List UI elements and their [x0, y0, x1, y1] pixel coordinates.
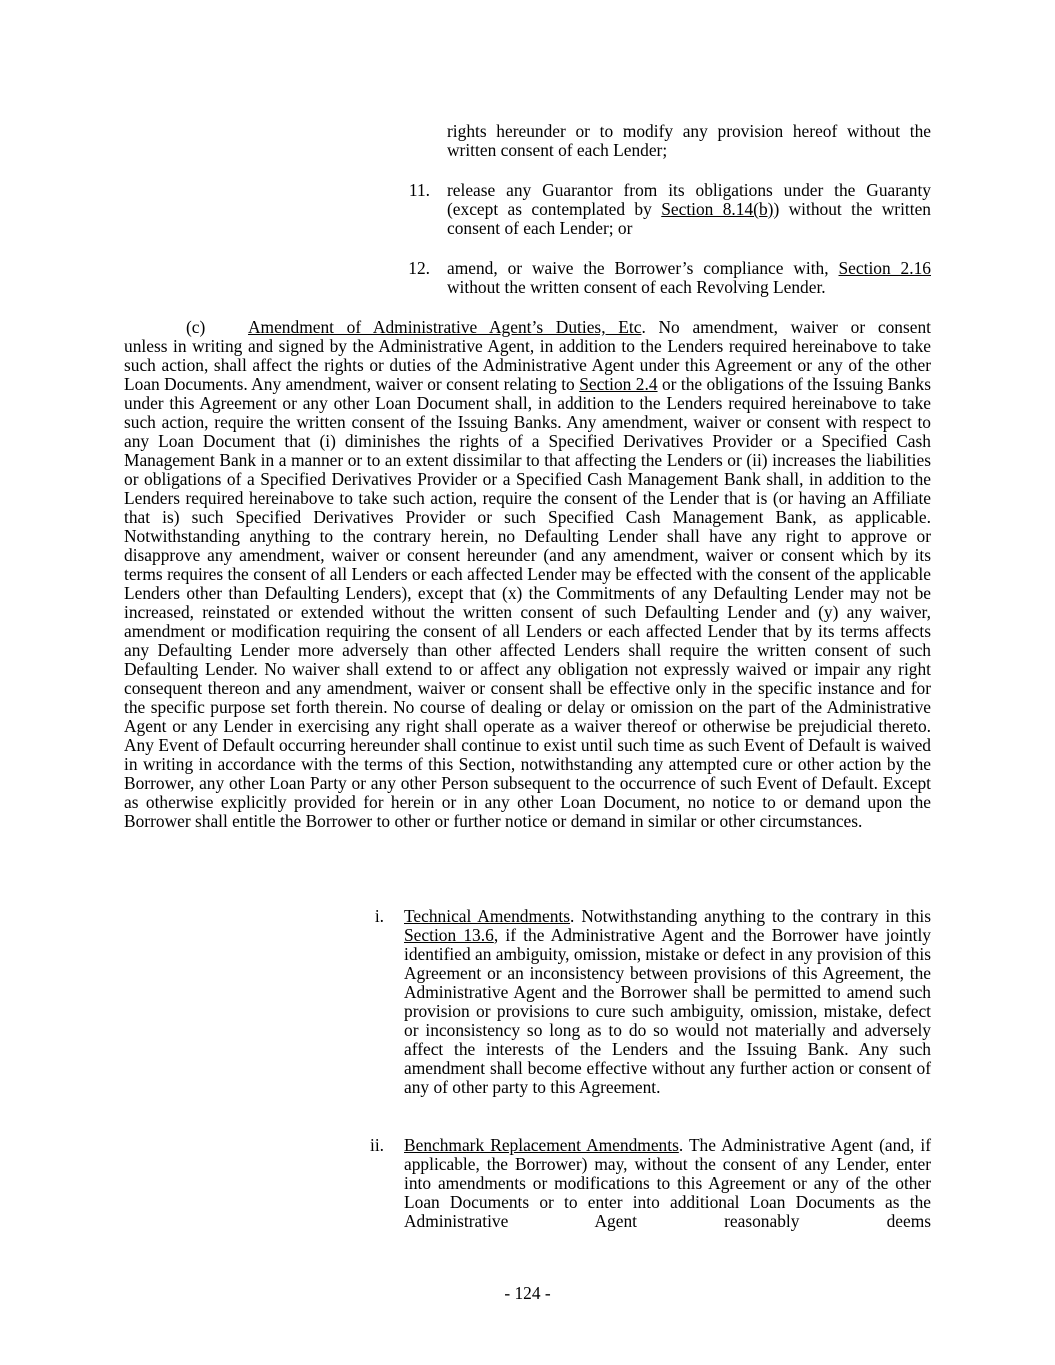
- item-i: [404, 907, 931, 1097]
- item-11-text-pre: release any Guarantor from its obligations under the Guaranty (except as contemplated by: [447, 180, 931, 219]
- item-12-number: 12.: [408, 258, 430, 278]
- item-12: [447, 259, 931, 297]
- section-c-label: (c): [186, 317, 206, 337]
- item-ii-number: ii.: [369, 1135, 384, 1155]
- item-11-text-post: ) without the written consent of each Lender; or: [447, 199, 931, 238]
- item-11: [447, 181, 931, 238]
- section-c-first-line-tail: . No amendment, waiver or consent: [641, 317, 931, 337]
- item-12-text-pre: amend, or waive the Borrower’s compliance with,: [447, 258, 839, 278]
- page-number: - 124 -: [504, 1283, 551, 1303]
- benchmark-replacement-heading: Benchmark Replacement Amendments: [404, 1135, 679, 1155]
- item-ii-text: . The Administrative Agent (and, if applicable, the Borrower) may, without the consent of any Lender, enter into amendments or modifications to this Agreement or any of the other Loan Documents or to enter into additional Loan Documents as the Administrative Agent reasonably deems: [404, 1135, 932, 1231]
- item-11-number: 11.: [408, 180, 430, 200]
- item-i-text-pre: . Notwithstanding anything to the contrary in this: [570, 906, 931, 926]
- item-i-text-post: , if the Administrative Agent and the Borrower have jointly identified an ambiguity, omission, mistake or defect in any provision of this Agreement or an inconsistency between provisions of this Agreement, the Administrative Agent and the Borrower shall be permitted to amend such provision or provisions to cure such ambiguity, omission, mistake, defect or inconsistency so long as to do so would not materially and adversely affect the interests of the Lenders and the Issuing Bank. Any such amendment shall become effective without any further action or consent of any of other party to this Agreement.: [404, 925, 931, 1097]
- section-8-14b-link: Section 8.14(b): [661, 199, 774, 219]
- item-i-number: i.: [374, 906, 384, 926]
- section-2-4-link: Section 2.4: [579, 374, 658, 394]
- item-10-continuation: [447, 122, 931, 160]
- section-c-body-pre: unless in writing and signed by the Administrative Agent, in addition to the Lenders required hereinabove to take such action, shall affect the rights or duties of the Administrative Agent under this Agreement or any of the other Loan Documents. Any amendment, waiver or consent relating to: [124, 336, 931, 394]
- section-c-heading: Amendment of Administrative Agent’s Duties, Etc: [248, 317, 642, 337]
- technical-amendments-heading: Technical Amendments: [404, 906, 571, 926]
- section-c-body: [124, 337, 931, 831]
- item-10-text: rights hereunder or to modify any provision hereof without the written consent of each Lender;: [447, 121, 931, 160]
- section-2-16-link: Section 2.16: [838, 258, 931, 278]
- section-13-6-link: Section 13.6: [404, 925, 494, 945]
- section-c-body-post: or the obligations of the Issuing Banks under this Agreement or any other Loan Document shall, in addition to the Lenders required hereinabove to take such action, require the written consent of the Issuing Banks. Any amendment, waiver or consent with respect to any Loan Document that (i) diminishes the rights of a Specified Derivatives Provider or a Specified Cash Management Bank in a manner or to an extent dissimilar to that affecting the Lenders or (ii) increases the liabilities or obligations of a Specified Derivatives Provider or a Specified Cash Management Bank shall, in addition to the Lenders required hereinabove to take such action, require the consent of the Lender that is (or having an Affiliate that is) such Specified Derivatives Provider or such Specified Cash Management Bank, as applicable. Notwithstanding anything to the contrary herein, no Defaulting Lender shall have any right to approve or disapprove any amendment, waiver or consent hereunder (and any amendment, waiver or consent which by its terms requires the consent of all Lenders or each affected Lender may be effected with the consent of the applicable Lenders other than Defaulting Lenders), except that (x) the Commitments of any Defaulting Lender may not be increased, reinstated or extended without the written consent of such Defaulting Lender and (y) any waiver, amendment or modification requiring the consent of all Lenders or each affected Lender that by its terms affects any Defaulting Lender more adversely than other affected Lenders shall require the written consent of such Defaulting Lender. No waiver shall extend to or affect any obligation not expressly waived or impair any right consequent thereon and any amendment, waiver or consent shall be effective only in the specific instance and for the specific purpose set forth therein. No course of dealing or delay or omission on the part of the Administrative Agent or any Lender in exercising any right shall operate as a waiver thereof or otherwise be prejudicial thereto. Any Event of Default occurring hereunder shall continue to exist until such time as such Event of Default is waived in writing in accordance with the terms of this Section, notwithstanding any attempted cure or other action by the Borrower, any other Loan Party or any other Person subsequent to the occurrence of such Event of Default. Except as otherwise explicitly provided for herein or in any other Loan Document, no notice to or demand upon the Borrower shall entitle the Borrower to other or further notice or demand in similar or other circumstances.: [124, 374, 932, 831]
- section-c: [124, 318, 931, 831]
- item-ii: [404, 1136, 931, 1231]
- item-12-text-post: without the written consent of each Revolving Lender.: [447, 277, 826, 297]
- section-c-first-line: [124, 318, 931, 337]
